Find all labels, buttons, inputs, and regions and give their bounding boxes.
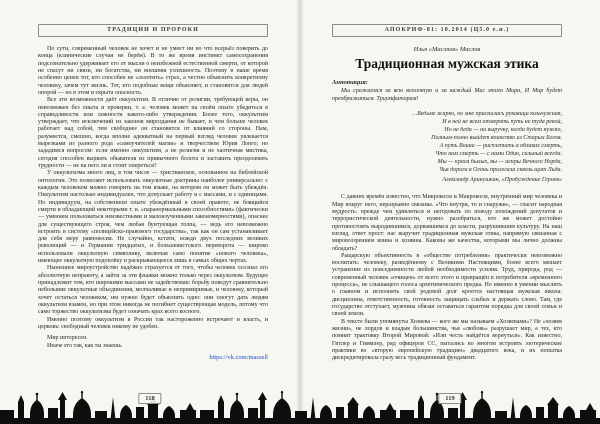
paragraph: По сути, современный человек не хочет и не умеет ни во что всерьёз поверить до конца (клинические случаи не берём). В то же время инстинкт самосохранения подсознательно удерживает его от мысли о неизбежной естественной смерти, от которой не спасут ни связи, ни богатства, ни внешняя успешность. Поэтому в наше время особенно ценен тот, кто способен не «золотить» страх, а честно объяснить конкретному человеку, зачем тут жизнь. Тот, кто подобные вещи объясняет, и становится для людей опорой — но в этом и скрыта опасность. bbox=[38, 46, 268, 96]
annotation-label: Аннотация: bbox=[332, 79, 368, 87]
closing-line: Иначе его так, как ты знаешь. bbox=[47, 342, 123, 349]
right-page bbox=[300, 0, 600, 424]
epigraph-line: Но не беда — на выручку, когда будет нужно, bbox=[444, 126, 562, 133]
city-skyline-silhouette bbox=[0, 390, 600, 424]
right-body-text bbox=[332, 194, 562, 362]
closing-line: Мир интересен. bbox=[47, 335, 88, 342]
epigraph-line: А путь Воина — расплетать в облаках смерть, bbox=[439, 142, 562, 149]
epigraph-line: Мы — краса былых, вы — искры Вечного Норда, bbox=[437, 158, 562, 165]
paragraph: С давних времён известно, что Микрокосм и Макрокосм, внутренний мир человека и Мир вокруг него, неразрывно связаны. «Что внутри, то и снаружи», — гласит народная мудрость: прежде чем удивляться и негодовать по поводу похождений депутатов и террористической деятельности, нужно разобраться, кто же может достойно противостоять выродившимся, дорвавшимся до власти, разрушившим культуру. На наш взгляд, ответ прост: нас выручит традиционная мужская этика, напрямую связанная с мировоззрением воина и хозяина. Каковы же качества, которыми мы лично должны обладать? bbox=[332, 194, 562, 252]
right-running-header: АПОКРИФ-81: 10.2014 (Ц5.0 е.н.) bbox=[332, 24, 562, 37]
right-page-number: 119 bbox=[438, 393, 461, 404]
closing-lines bbox=[38, 335, 268, 350]
left-running-header: ТРАДИЦИИ И ПРОРОКИ bbox=[38, 24, 268, 37]
vk-link[interactable]: https://vk.com/massell bbox=[209, 354, 268, 362]
epigraph-line: Что нам смерть — с нами Один, сильный всегда. bbox=[435, 150, 562, 157]
paragraph: Нынешнее мироустройство надёжно страхуется от того, чтобы человек осознал его абсолютную неправоту, а зайти за эти флажки можно только через оккультизм. Будущее принадлежит тем, кто широкими массами не задействован: борьбу поведут сравнительно небольшие оккультные объединения, молчаливые и непримиримые, и человеку, который хочет остаться человеком, им нужно будет объяснить одно: они смогут дать людям оккультизм взамен, но при этом никогда не погибнет существующая модель, потому что само торжество оккультизма будет означать крах всего косного. bbox=[38, 265, 268, 316]
article-author: Илья «Масляев» Маслов bbox=[413, 46, 481, 53]
annotation-text: Мы сражаемся за всю вселенную и за каждый Миг этого Мира, И Мир будет преображаться. Триумфаторам! bbox=[332, 88, 562, 102]
paragraph: В тексте были упомянуты Хозяева — кого же мы называем «Хозяевами»? Не «хозяев жизни», не лордов и владык большинства, чья «любовь» разрушает мир, а тех, кто помнит трактовку Второй Мировой: «Или честь найдётся вернуться». Как известно, Гитлер и Гиммлер, ряд офицеров СС, пытались во многом встроить эзотерические практики во «вторую европейскую традицию» двадцатого века, и их попытка дискредитировала сразу весь традиционный фундамент. bbox=[332, 318, 562, 362]
paragraph: Именно поэтому оккультизм в России так настороженно встречают и власть, и церковь: свободный человек никому не удобен. bbox=[38, 316, 268, 330]
epigraph-line: Полным-полно выйдет воинство из Старых Богов. bbox=[431, 134, 562, 141]
epigraph-poem bbox=[332, 111, 562, 185]
paragraph: У оккультизма много лиц, в том числе — христианское, основанное на библейской онтологии. Это позволяет использовать оккультные доктрины наиболее универсально: с каждым человеком можно говорить на том языке, на котором он может быть убеждён. Оккультизм настолько индивидуален, что допускает работу и с массами, и с единицами. Но индивидуум, на собственном опыте убеждённый в своей правоте, не боящийся смерти и обладающий некоторыми т. н. «паранормальными способностями» (фактически — умением пользоваться неизвестными и малоизученными закономерностями), опаснее для существующего строя, чем любая бунтующая толпа, — ведь его невозможно встроить в систему «полицейско-правового государства», так как он сам устанавливает для себя меру равновесия. Не случайно, кстати, вожди двух последних великих революций — и Германии тридцатых, и большевистского переворота — широко использовали оккультную символику, включая само понятие «нового человека», имеющее оккультную подоплёку и раскрывающееся лишь в самых общих чертах. bbox=[38, 170, 268, 265]
paragraph: Рыцарскую объективность в «обществе потребления» практически невозможно воспитать: человеку, разведённому с Великими Настоящими, более всего мешает устранение из повседневности любой необходимости усилия. Труд, природа, род — современный человек «очищен» от всего этого и превращён в потребителя «временного процесса», не слышащего голоса архетипического предка. Но именно в умении мыслить о главном и исполнять свой родовой долг кроется настоящая мужская школа: дисциплина, ответственность, готовность защищать слабых и держать слово. Там, где государство отступает, мужчина обязан оставаться гарантом порядка для своей семьи и своей земли. bbox=[332, 252, 562, 318]
epigraph-line: И в ней не всем отмерять путь не туда рекой, bbox=[442, 119, 562, 126]
left-body-text bbox=[38, 46, 268, 331]
epigraph-line: …Ведьме жарко, но мне приснилась рукавица кольчужная, bbox=[411, 111, 562, 118]
page-gutter-shadow bbox=[296, 0, 304, 424]
paragraph: Все эти возможности даёт оккультизм. В отличие от религии, требующей веры, он невозможен без опыта и проверки, т. е. человек может на своём опыте убедиться в справедливости или ложности какого-либо утверждения. Более того, оккультизм утверждает, что исключений из законов мироздания не бывает, и чем больше человек работает над собой, тем свободнее он становится от влияний со стороны. Нам, разумеется, смешно, когда вполне адекватный на первый взгляд человек увлекается вырезками из разного рода «самоучителей магии» и творчеством Юрия Лонго; но зададимся вопросом: если именно оккультизм, а не религия и не хаотичная мистика, сегодня способен вырвать обывателя из привычного болота и заставить преодолевать трудности — не на него ли и стоит опереться? bbox=[38, 97, 268, 169]
epigraph-line: Чья дорога в Огонь пролегала сквозь щит Льда. bbox=[438, 166, 562, 173]
epigraph-attribution: Александр Аринушкин, «Пробуждение Героев» bbox=[442, 177, 562, 184]
left-page-number: 118 bbox=[138, 393, 161, 404]
article-title: Традиционная мужская этика bbox=[355, 56, 539, 71]
